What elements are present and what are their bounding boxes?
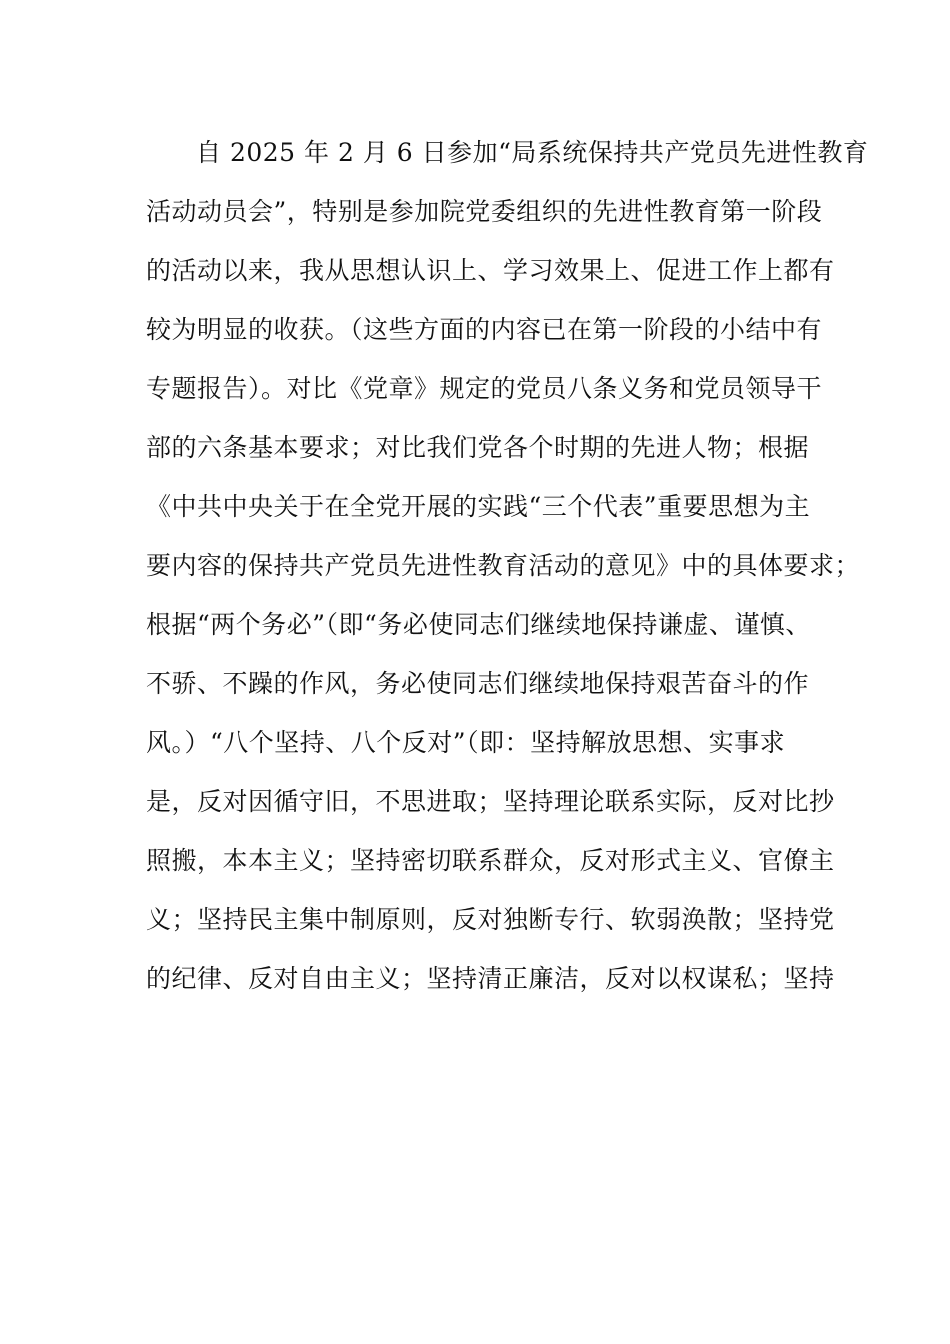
text-line: 专题报告）。对比《党章》规定的党员八条义务和党员领导干 (146, 374, 823, 403)
text-line: 较为明显的收获。（这些方面的内容已在第一阶段的小结中有 (146, 315, 823, 344)
text-line: 是，反对因循守旧，不思进取；坚持理论联系实际，反对比抄 (146, 787, 835, 816)
text-line: 不骄、不躁的作风，务必使同志们继续地保持艰苦奋斗的作 (146, 669, 810, 698)
text-line: 部的六条基本要求；对比我们党各个时期的先进人物；根据 (146, 433, 810, 462)
text-line: 《中共中央关于在全党开展的实践“三个代表”重要思想为主 (146, 492, 811, 521)
text-line: 的纪律、反对自由主义；坚持清正廉洁，反对以权谋私；坚持 (146, 964, 835, 993)
text-line: 要内容的保持共产党员先进性教育活动的意见》中的具体要求； (146, 551, 861, 580)
text-line: 自 2025 年 2 月 6 日参加“局系统保持共产党员先进性教育 (196, 138, 869, 167)
text-line: 风。）“八个坚持、八个反对”（即：坚持解放思想、实事求 (146, 728, 786, 757)
text-line: 义；坚持民主集中制原则，反对独断专行、软弱涣散；坚持党 (146, 905, 835, 934)
body-paragraph (146, 130, 869, 1015)
text-line: 照搬，本本主义；坚持密切联系群众，反对形式主义、官僚主 (146, 846, 835, 875)
text-line: 根据“两个务必”（即“务必使同志们继续地保持谦虚、谨慎、 (146, 610, 811, 639)
text-line: 活动动员会”，特别是参加院党委组织的先进性教育第一阶段 (146, 197, 823, 226)
text-line: 的活动以来，我从思想认识上、学习效果上、促进工作上都有 (146, 256, 835, 285)
